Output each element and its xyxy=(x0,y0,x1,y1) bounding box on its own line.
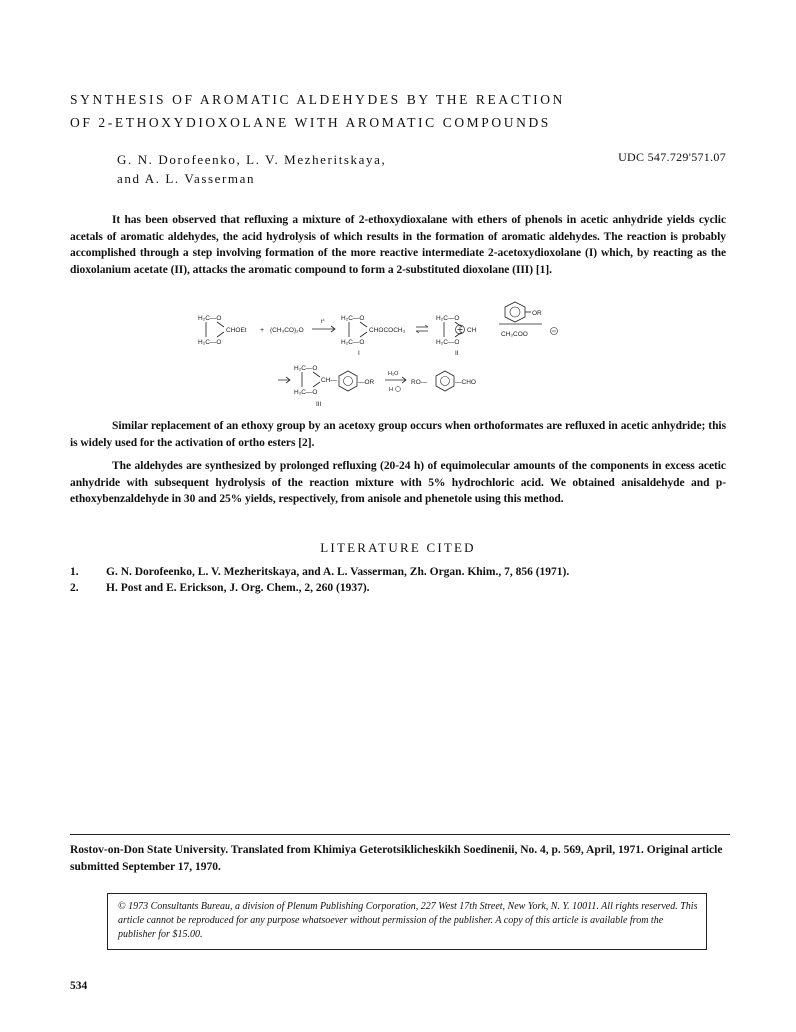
paragraph-3: The aldehydes are synthesized by prolonged refluxing (20-24 h) of equimolecular amounts of the components in excess acetic anhydride with subsequent hydrolysis of the reaction mixture with 5% hydrochloric acid. We obtained anisaldehyde and p-ethoxybenzaldehyde in 30 and 25% yields, respectively, from anisole and phenetole using this method. xyxy=(70,460,726,505)
reference-text: H. Post and E. Erickson, J. Org. Chem., 2, 260 (1937). xyxy=(106,582,370,594)
udc-code: UDC 547.729'571.07 xyxy=(618,150,726,164)
aldehyde-benzene-ring-icon xyxy=(436,371,454,391)
i-h2c-top: H₂C—O xyxy=(341,315,365,322)
label-iii: III xyxy=(316,401,322,408)
page-number: 534 xyxy=(70,980,88,992)
aromatic-ether xyxy=(499,302,558,338)
title-line-2: OF 2-ETHOXYDIOXOLANE WITH AROMATIC COMPOUNDS xyxy=(70,115,551,130)
label-ii: II xyxy=(455,350,459,357)
plus-sign: + xyxy=(260,327,265,334)
affiliation-note: Rostov-on-Don State University. Translated from Khimiya Geterotsiklicheskikh Soedinenii, No. 4, p. 569, April, 1971. Original article submitted September 17, 1970. xyxy=(70,844,723,873)
paragraph-2: Similar replacement of an ethoxy group by an acetoxy group occurs when orthoformates are refluxed in acetic anhydride; this is widely used for the activation of ortho esters [2]. xyxy=(70,420,726,449)
i-chococh3: CHOCOCH₃ xyxy=(369,327,406,334)
reaction-scheme xyxy=(190,300,610,410)
reference-number: 1. xyxy=(70,566,79,578)
aldehyde-ro: RO— xyxy=(411,379,428,386)
reactant-h2c-top: H₂C—O xyxy=(198,315,222,322)
iii-benzene-ring-icon xyxy=(339,371,357,391)
paragraph-1: It has been observed that refluxing a mixture of 2-ethoxydioxalane with ethers of phenols in acetic anhydride yields cyclic acetals of aromatic aldehydes, the acid hydrolysis of which results in the formation of aromatic aldehydes. The reaction is probably accomplished through a step involving formation of the more reactive intermediate 2-acetoxydioxolane (I) which, by reacting as the dioxolanium acetate (II), attacks the aromatic compound to form a 2-substituted dioxolane (III) [1]. xyxy=(70,214,726,276)
benzene-ring-icon xyxy=(505,302,525,322)
authors xyxy=(117,150,386,188)
intermediate-ii xyxy=(436,315,477,357)
heat-arrow xyxy=(312,319,335,332)
aldehyde-product xyxy=(411,371,476,391)
dioxolane-reactant xyxy=(198,315,247,346)
literature-heading: LITERATURE CITED xyxy=(320,540,476,555)
product-iii xyxy=(294,365,375,408)
hplus-charge-icon xyxy=(396,387,401,392)
i-h2c-bottom: H₂C—O xyxy=(341,339,365,346)
authors-line-1: G. N. Dorofeenko, L. V. Mezheritskaya, xyxy=(117,152,387,167)
authors-line-2: and A. L. Vasserman xyxy=(117,171,256,186)
acetic-anhydride: (CH₃CO)₂O xyxy=(270,327,304,334)
reactant-choet: CHOEt xyxy=(226,327,247,334)
ii-h2c-bottom: H₂C—O xyxy=(436,339,460,346)
footnote-divider xyxy=(70,834,730,835)
reference-number: 2. xyxy=(70,582,79,594)
heat-label: t° xyxy=(321,319,325,325)
iii-or: —OR xyxy=(358,379,375,386)
ii-ch: CH xyxy=(467,327,477,334)
label-i: I xyxy=(358,350,360,357)
ii-h2c-top: H₂C—O xyxy=(436,315,460,322)
reactant-h2c-bottom: H₂C—O xyxy=(198,339,222,346)
reference-text: G. N. Dorofeenko, L. V. Mezheritskaya, and A. L. Vasserman, Zh. Organ. Khim., 7, 856 (1971). xyxy=(106,566,570,578)
aromatic-or: OR xyxy=(532,310,542,317)
copyright-notice: © 1973 Consultants Bureau, a division of Plenum Publishing Corporation, 227 West 17th Street, New York, N. Y. 10011. All rights reserved. This article cannot be reproduced for any purpose whatsoever without permission of the publisher. A copy of this article is available from the publisher for $15.00. xyxy=(107,893,707,950)
hydrolysis-h: H xyxy=(389,387,393,393)
arrow-to-iii xyxy=(278,377,290,383)
iii-h2c-top: H₂C—O xyxy=(294,365,318,372)
aldehyde-cho: —CHO xyxy=(455,379,476,386)
equilibrium-arrow xyxy=(416,325,428,333)
acetate-anion: CH₃COO xyxy=(501,331,528,338)
reference-2 xyxy=(70,582,370,594)
hydrolysis-arrow xyxy=(385,371,406,393)
intermediate-i xyxy=(341,315,406,357)
hydrolysis-h2o: H₂O xyxy=(388,371,399,377)
reference-1 xyxy=(70,566,569,578)
iii-ch: CH— xyxy=(321,377,337,384)
title-line-1: SYNTHESIS OF AROMATIC ALDEHYDES BY THE REACTION xyxy=(70,92,565,107)
iii-h2c-bottom: H₂C—O xyxy=(294,389,318,396)
